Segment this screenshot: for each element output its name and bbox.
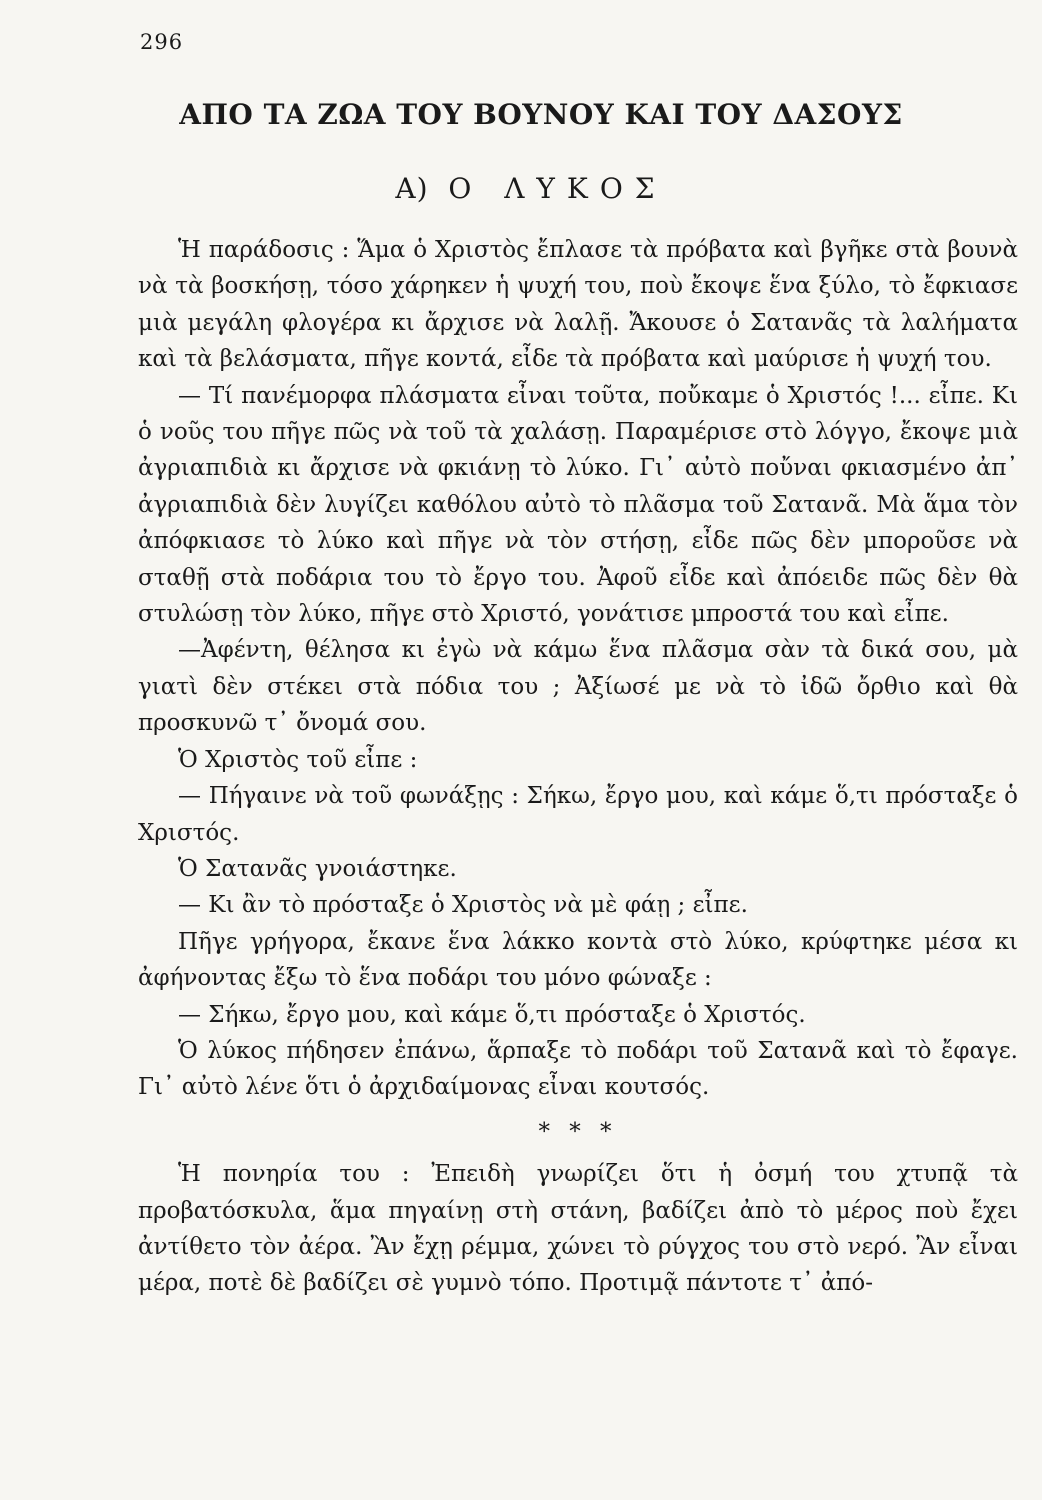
- page-number: 296: [140, 30, 184, 54]
- section-label: Α): [395, 172, 429, 205]
- section-separator: * * *: [538, 1118, 618, 1145]
- paragraph: Ἡ παράδοσις : Ἅμα ὁ Χριστὸς ἔπλασε τὰ πρόβατα καὶ βγῆκε στὰ βουνὰ νὰ τὰ βοσκήσῃ, τόσο χάρηκεν ἡ ψυχή του, ποὺ ἔκοψε ἕνα ξύλο, τὸ ἔφκιασε μιὰ μεγάλη φλογέρα κι ἄρχισε νὰ λαλῇ. Ἄκουσε ὁ Σατανᾶς τὰ λαλήματα καὶ τὰ βελάσματα, πῆγε κοντά, εἶδε τὰ πρόβατα καὶ μαύρισε ἡ ψυχή του.: [138, 237, 1018, 373]
- paragraph: — Τί πανέμορφα πλάσματα εἶναι τοῦτα, ποὔκαμε ὁ Χριστός !... εἶπε. Κι ὁ νοῦς του πῆγε πῶς νὰ τοῦ τὰ χαλάσῃ. Παραμέρισε στὸ λόγγο, ἔκοψε μιὰ ἀγριαπιδιὰ κι ἄρχισε νὰ φκιάνῃ τὸ λύκο. Γι᾽ αὐτὸ ποὔναι φκιασμένο ἀπ᾽ ἀγριαπιδιὰ δὲν λυγίζει καθόλου αὐτὸ τὸ πλᾶσμα τοῦ Σατανᾶ. Μὰ ἅμα τὸν ἀπόφκιασε τὸ λύκο καὶ πῆγε νὰ τὸν στήσῃ, εἶδε πῶς δὲν μποροῦσε νὰ σταθῇ στὰ ποδάρια του τὸ ἔργο του. Ἀφοῦ εἶδε καὶ ἀπόειδε πῶς δὲν θὰ στυλώσῃ τὸν λύκο, πῆγε στὸ Χριστό, γονάτισε μπροστά του καὶ εἶπε.: [138, 382, 1018, 628]
- paragraph: Ὁ Σατανᾶς γνοιάστηκε.: [178, 855, 457, 882]
- section-title: [0, 172, 1042, 205]
- paragraph: Ὁ λύκος πήδησεν ἐπάνω, ἅρπαξε τὸ ποδάρι τοῦ Σατανᾶ καὶ τὸ ἔφαγε. Γι᾽ αὐτὸ λένε ὅτι ὁ ἀρχιδαίμονας εἶναι κουτσός.: [138, 1037, 1018, 1101]
- paragraph: — Σήκω, ἔργο μου, καὶ κάμε ὅ,τι πρόσταξε ὁ Χριστός.: [178, 1001, 806, 1028]
- paragraph: Πῆγε γρήγορα, ἔκανε ἕνα λάκκο κοντὰ στὸ λύκο, κρύφτηκε μέσα κι ἀφήνοντας ἔξω τὸ ἕνα ποδάρι του μόνο φώναξε :: [138, 928, 1018, 992]
- closing-paragraph: Ἡ πονηρία του : Ἐπειδὴ γνωρίζει ὅτι ἡ ὀσμή του χτυπᾷ τὰ προβατόσκυλα, ἅμα πηγαίνῃ στὴ στάνη, βαδίζει ἀπὸ τὸ μέρος ποὺ ἔχει ἀντίθετο τὸν ἀέρα. Ἂν ἔχῃ ρέμμα, χώνει τὸ ρύγχος του στὸ νερό. Ἂν εἶναι μέρα, ποτὲ δὲ βαδίζει σὲ γυμνὸ τόπο. Προτιμᾷ πάντοτε τ᾽ ἀπό-: [138, 1161, 1018, 1297]
- paragraph: Ὁ Χριστὸς τοῦ εἶπε :: [178, 746, 418, 773]
- chapter-title: ΑΠΟ ΤΑ ΖΩΑ ΤΟΥ ΒΟΥΝΟΥ ΚΑΙ ΤΟΥ ΔΑΣΟΥΣ: [179, 98, 903, 131]
- section-heading: Ο ΛΥΚΟΣ: [448, 172, 667, 205]
- paragraph: — Πήγαινε νὰ τοῦ φωνάξῃς : Σήκω, ἔργο μου, καὶ κάμε ὅ,τι πρόσταξε ὁ Χριστός.: [138, 783, 1018, 846]
- paragraph: — Κι ἂν τὸ πρόσταξε ὁ Χριστὸς νὰ μὲ φάῃ ; εἶπε.: [178, 892, 748, 919]
- body-text: [138, 232, 1018, 1302]
- paragraph: —Ἀφέντη, θέλησα κι ἐγὼ νὰ κάμω ἕνα πλᾶσμα σὰν τὰ δικά σου, μὰ γιατὶ δὲν στέκει στὰ πόδια του ; Ἀξίωσέ με νὰ τὸ ἰδῶ ὄρθιο καὶ θὰ προσκυνῶ τ᾽ ὄνομά σου.: [138, 637, 1018, 737]
